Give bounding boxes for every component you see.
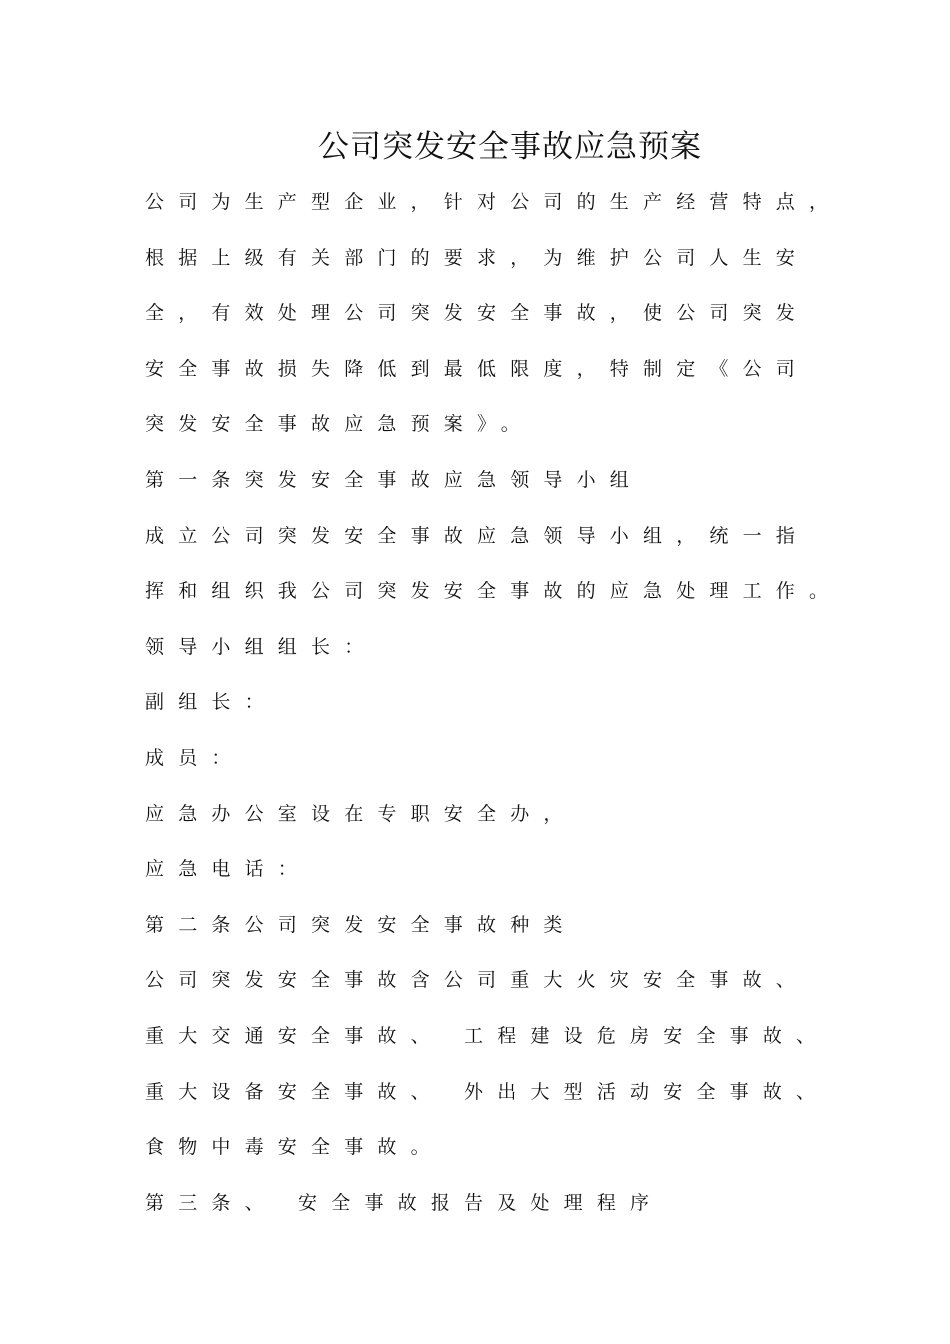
document-title: 公司突发安全事故应急预案 [318,129,702,165]
body-line: 领导小组组长： [145,635,378,658]
article-heading: 第二条公司突发安全事故种类 [145,913,577,936]
body-line: 根据上级有关部门的要求，为维护公司人生安 [145,246,810,269]
body-line: 应急电话： [145,858,312,881]
body-line: 副组长： [145,691,278,714]
body-line: 突发安全事故应急预案》。 [145,413,534,436]
body-line: 公司突发安全事故含公司重大火灾安全事故、 [145,969,810,992]
body-line: 重大设备安全事故、 外出大型活动安全事故、 [145,1080,830,1103]
body-line: 公司为生产型企业，针对公司的生产经营特点， [145,191,843,213]
body-line: 食物中毒安全事故。 [145,1136,444,1159]
body-line: 成员： [145,746,245,769]
body-line: 安全事故损失降低到最低限度，特制定《公司 [145,357,810,380]
document-body [145,180,945,1236]
body-line: 重大交通安全事故、 工程建设危房安全事故、 [145,1024,830,1047]
article-heading: 第三条、 安全事故报告及处理程序 [145,1191,664,1214]
body-line: 成立公司突发安全事故应急领导小组，统一指 [145,524,810,547]
body-line: 挥和组织我公司突发安全事故的应急处理工作。 [145,580,843,603]
body-line: 应急办公室设在专职安全办， [145,802,577,825]
article-heading: 第一条突发安全事故应急领导小组 [145,468,644,491]
body-line: 全，有效处理公司突发安全事故，使公司突发 [145,302,810,325]
